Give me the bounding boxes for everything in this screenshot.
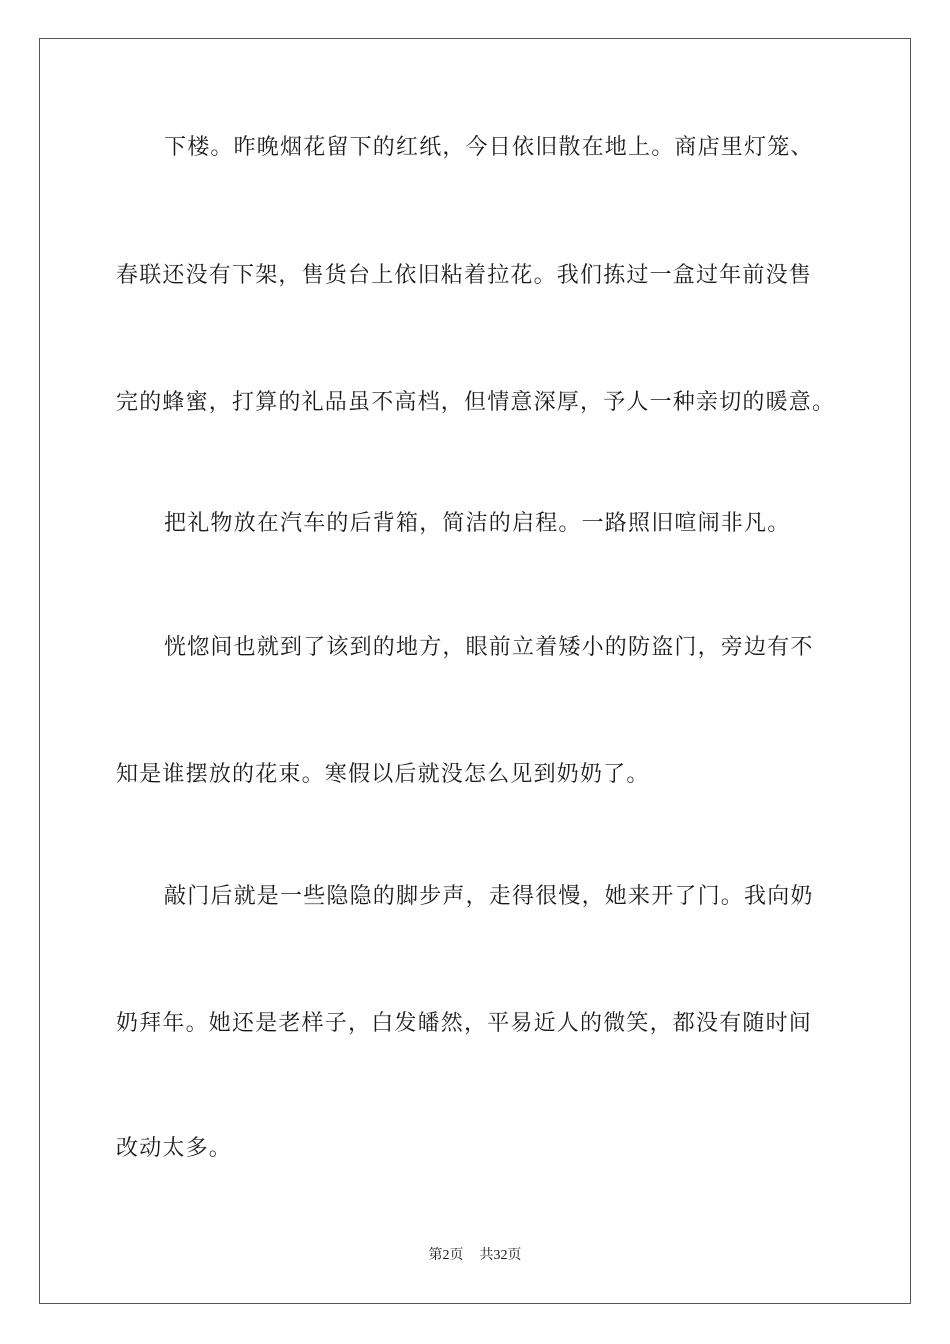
page-border <box>39 38 911 1304</box>
paragraph-line: 下楼。昨晚烟花留下的红纸，今日依旧散在地上。商店里灯笼、 <box>164 135 814 160</box>
paragraph-line: 敲门后就是一些隐隐的脚步声，走得很慢，她来开了门。我向奶 <box>164 884 814 909</box>
paragraph-line: 知是谁摆放的花束。寒假以后就没怎么见到奶奶了。 <box>116 762 650 787</box>
page-number: 第2页 <box>428 1248 464 1263</box>
paragraph-line: 恍惚间也就到了该到的地方，眼前立着矮小的防盗门，旁边有不 <box>164 635 814 660</box>
page-total: 共32页 <box>479 1248 522 1263</box>
paragraph-line: 改动太多。 <box>116 1136 233 1161</box>
paragraph-line: 奶拜年。她还是老样子，白发皤然，平易近人的微笑，都没有随时间 <box>116 1011 813 1036</box>
paragraph-line: 把礼物放在汽车的后背箱，简洁的启程。一路照旧喧闹非凡。 <box>164 511 791 536</box>
paragraph-line: 完的蜂蜜，打算的礼品虽不高档，但情意深厚，予人一种亲切的暖意。 <box>116 390 836 415</box>
page-footer <box>0 1247 950 1265</box>
paragraph-line: 春联还没有下架，售货台上依旧粘着拉花。我们拣过一盒过年前没售 <box>116 263 813 288</box>
